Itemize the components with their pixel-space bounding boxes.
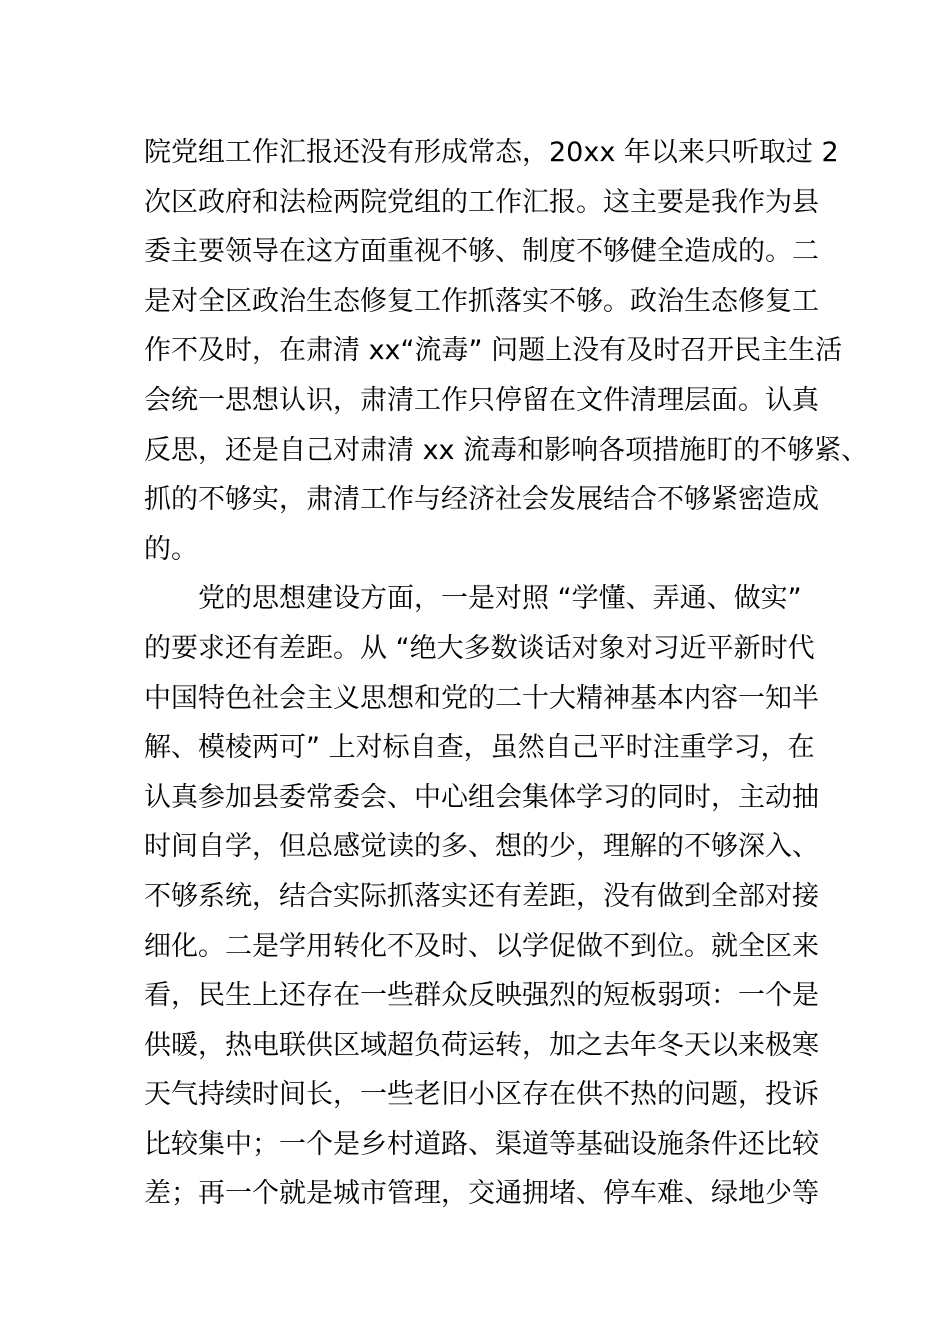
text-line: 差；再一个就是城市管理，交通拥堵、停车难、绿地少等	[144, 1178, 819, 1210]
text-line: 委主要领导在这方面重视不够、制度不够健全造成的。二	[144, 236, 819, 268]
text-line: 院党组工作汇报还没有形成常态，20xx 年以来只听取过 2	[144, 137, 839, 168]
text-line: 认真参加县委常委会、中心组会集体学习的同时，主动抽	[144, 781, 819, 813]
text-line: 的。	[144, 533, 198, 565]
document-body	[144, 128, 869, 1219]
text-line: 次区政府和法检两院党组的工作汇报。这主要是我作为县	[144, 186, 819, 218]
text-line: 抓的不够实，肃清工作与经济社会发展结合不够紧密造成	[144, 484, 819, 516]
text-line: 不够系统，结合实际抓落实还有差距，没有做到全部对接	[144, 880, 819, 912]
text-line: 看，民生上还存在一些群众反映强烈的短板弱项：一个是	[144, 980, 819, 1012]
text-line: 细化。二是学用转化不及时、以学促做不到位。就全区来	[144, 930, 819, 962]
text-line: 解、模棱两可” 上对标自查，虽然自己平时注重学习，在	[144, 732, 815, 764]
text-line: 天气持续时间长，一些老旧小区存在供不热的问题，投诉	[144, 1079, 819, 1111]
text-line: 反思，还是自己对肃清 xx 流毒和影响各项措施盯的不够紧、	[144, 434, 869, 466]
text-line: 的要求还有差距。从 “绝大多数谈话对象对习近平新时代	[144, 632, 815, 664]
text-line: 比较集中；一个是乡村道路、渠道等基础设施条件还比较	[144, 1128, 819, 1160]
text-line: 会统一思想认识，肃清工作只停留在文件清理层面。认真	[144, 384, 819, 416]
text-line: 中国特色社会主义思想和党的二十大精神基本内容一知半	[144, 682, 819, 714]
paragraph-start-line: 党的思想建设方面，一是对照 “学懂、弄通、做实”	[198, 583, 802, 615]
text-line: 供暖，热电联供区域超负荷运转，加之去年冬天以来极寒	[144, 1029, 819, 1061]
text-line: 作不及时，在肃清 xx“流毒” 问题上没有及时召开民主生活	[144, 335, 843, 367]
text-line: 时间自学，但总感觉读的多、想的少，理解的不够深入、	[144, 831, 819, 863]
text-line: 是对全区政治生态修复工作抓落实不够。政治生态修复工	[144, 285, 819, 317]
